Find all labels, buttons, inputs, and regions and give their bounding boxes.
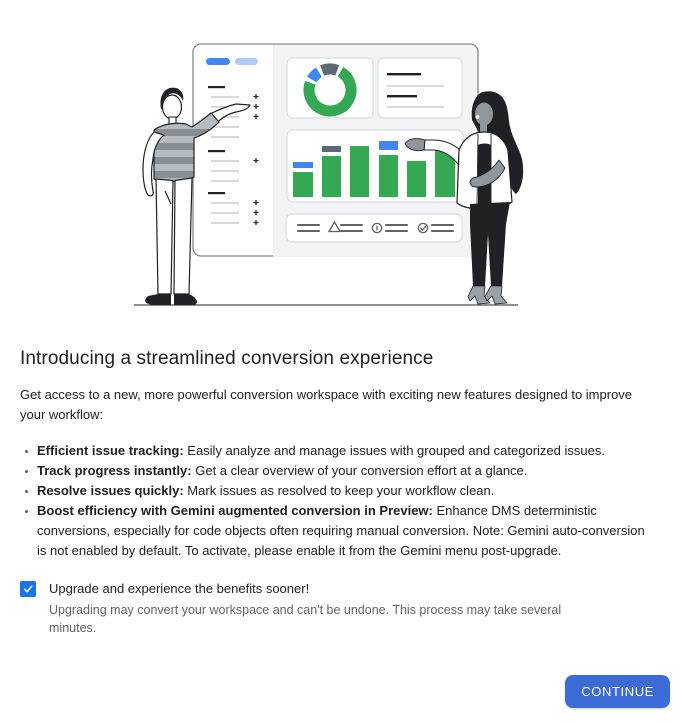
feature-text: Easily analyze and manage issues with grouped and categorized issues. [183,443,605,458]
sidebar-pill-blue [206,58,230,65]
feature-bold: Efficient issue tracking: [37,443,184,458]
illustration-svg [128,28,524,313]
summary-card [378,58,462,118]
feature-bold: Track progress instantly: [37,463,192,478]
legend-card [286,214,462,242]
bullet-dot [25,470,28,473]
upgrade-checkbox-label[interactable]: Upgrade and experience the benefits sooner! [49,581,310,596]
sidebar-pill-lightblue [235,58,258,65]
donut-chart-card [287,58,373,118]
upgrade-option-row [20,580,664,598]
feature-text: Get a clear overview of your conversion effort at a glance. [191,463,528,478]
feature-bold: Resolve issues quickly: [37,483,184,498]
feature-list [20,441,657,561]
upgrade-checkbox[interactable] [20,581,36,597]
feature-text: Enhance DMS deterministic conversions, especially for code objects often requiring manual conversion. Note: Gemini auto-conversion is not enabled by default. To activate, please enable it from the Gemini menu post-upgrade. [37,503,645,558]
intro-text: Get access to a new, more powerful conversion workspace with exciting new features designed to improve your workflow: [20,387,633,422]
conversion-illustration [128,28,524,313]
bullet-dot [25,450,28,453]
bullet-dot [25,490,28,493]
list-item [25,441,657,461]
list-item [25,481,657,501]
list-item [25,461,657,481]
feature-text: Mark issues as resolved to keep your workflow clean. [183,483,495,498]
bullet-dot [25,510,28,513]
upgrade-note: Upgrading may convert your workspace and can't be undone. This process may take several minutes. [49,603,562,635]
dialog-content [20,348,664,637]
feature-bold: Boost efficiency with Gemini augmented conversion in Preview: [37,503,433,518]
list-item [25,501,657,561]
dialog-title: Introducing a streamlined conversion experience [20,348,434,369]
check-icon [22,583,34,595]
continue-button[interactable]: CONTINUE [565,675,670,708]
